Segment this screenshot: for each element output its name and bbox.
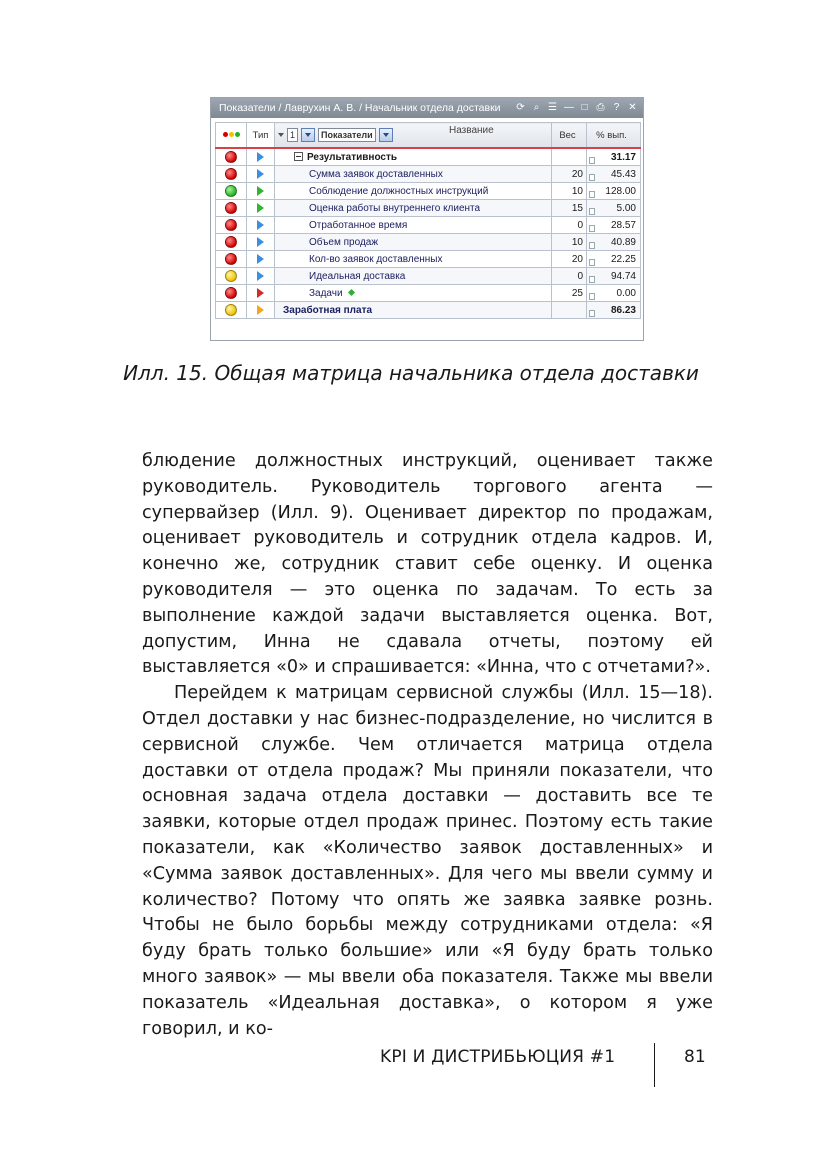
- indicator-percent: 40.89: [610, 236, 636, 248]
- type-flag-icon: [257, 288, 264, 298]
- window-title: Показатели / Лаврухин А. В. / Начальник отдела доставки: [219, 102, 501, 114]
- indicator-weight: 20: [552, 166, 587, 183]
- page-number: 81: [684, 1047, 706, 1067]
- table-row[interactable]: [216, 302, 641, 319]
- document-icon[interactable]: [589, 259, 595, 266]
- close-icon[interactable]: ✕: [628, 102, 637, 113]
- indicator-name: Отработанное время: [275, 217, 552, 234]
- maximize-icon[interactable]: □: [581, 102, 588, 113]
- table-row[interactable]: [216, 183, 641, 200]
- table-row[interactable]: [216, 217, 641, 234]
- name-column-header: [275, 123, 552, 149]
- sort-dropdown-icon[interactable]: [278, 133, 284, 137]
- indicator-name: Оценка работы внутреннего клиента: [275, 200, 552, 217]
- figure-caption: Илл. 15. Общая матрица начальника отдела доставки: [123, 361, 699, 385]
- document-icon[interactable]: [589, 174, 595, 181]
- indicator-name: Сумма заявок доставленных: [275, 166, 552, 183]
- indicator-percent: 22.25: [610, 253, 636, 265]
- status-column-header[interactable]: [216, 123, 247, 149]
- indicator-weight: [552, 302, 587, 319]
- type-flag-icon: [257, 237, 264, 247]
- type-flag-icon: [257, 271, 264, 281]
- table-row[interactable]: [216, 200, 641, 217]
- kpi-matrix-window: [210, 97, 644, 341]
- status-red-icon: [225, 151, 237, 163]
- document-icon[interactable]: [589, 276, 595, 283]
- status-yellow-icon: [225, 304, 237, 316]
- status-red-icon: [225, 236, 237, 248]
- status-red-icon: [225, 287, 237, 299]
- paragraph: блюдение должностных инструкций, оценивает также руководитель. Руководитель торгового агента — супервайзер (Илл. 9). Оценивает директор по продажам, оценивает руководитель и сотрудник отдела кадров. И, конечно же, сотрудник ставит себе оценку. И оценка руководителя — это оценка по задачам. То есть за выполнение каждой задачи выставляется оценка. Вот, допустим, Инна не сдавала отчеты, поэтому ей выставляется «0» и спрашивается: «Инна, что с отчетами?».: [142, 451, 713, 678]
- help-icon[interactable]: ?: [613, 102, 620, 113]
- type-flag-icon: [257, 254, 264, 264]
- status-green-icon: [225, 185, 237, 197]
- table-row[interactable]: [216, 251, 641, 268]
- type-flag-icon: [257, 305, 264, 315]
- document-icon[interactable]: [589, 242, 595, 249]
- indicator-percent: 5.00: [616, 202, 636, 214]
- document-icon[interactable]: [589, 293, 595, 300]
- indicator-weight: 10: [552, 183, 587, 200]
- status-red-icon: [225, 253, 237, 265]
- filter-dropdown-button[interactable]: [379, 128, 393, 142]
- indicator-name: Задачи: [309, 287, 343, 299]
- table-row[interactable]: [216, 285, 641, 302]
- search-icon[interactable]: ⌕: [533, 102, 540, 113]
- indicator-percent: 86.23: [610, 304, 636, 316]
- indicator-weight: 15: [552, 200, 587, 217]
- status-yellow-icon: [225, 270, 237, 282]
- indicator-percent: 31.17: [610, 151, 636, 163]
- status-red-icon: [225, 168, 237, 180]
- body-text: [142, 449, 713, 1042]
- document-icon[interactable]: [589, 157, 595, 164]
- percent-column-header[interactable]: % вып.: [587, 123, 641, 149]
- table-row[interactable]: [216, 268, 641, 285]
- indicator-name: Кол-во заявок доставленных: [275, 251, 552, 268]
- table-row[interactable]: [216, 234, 641, 251]
- indicator-name: Результативность: [307, 151, 398, 163]
- list-icon[interactable]: ☰: [548, 102, 557, 113]
- indicator-percent: 28.57: [610, 219, 636, 231]
- table-row[interactable]: [216, 148, 641, 166]
- traffic-light-icon: [223, 132, 240, 137]
- indicator-weight: 25: [552, 285, 587, 302]
- type-flag-icon: [257, 203, 264, 213]
- type-flag-icon: [257, 186, 264, 196]
- name-header-label: Название: [449, 125, 494, 136]
- indicator-percent: 45.43: [610, 168, 636, 180]
- collapse-icon[interactable]: [294, 152, 303, 161]
- type-flag-icon: [257, 220, 264, 230]
- indicator-name: Идеальная доставка: [275, 268, 552, 285]
- table-header-row: [216, 123, 641, 149]
- minimize-icon[interactable]: —: [564, 102, 574, 113]
- print-icon[interactable]: ⎙: [596, 102, 605, 113]
- document-icon[interactable]: [589, 208, 595, 215]
- type-flag-icon: [257, 152, 264, 162]
- indicator-weight: [552, 148, 587, 166]
- window-toolbar: [516, 98, 637, 118]
- status-red-icon: [225, 202, 237, 214]
- type-flag-icon: [257, 169, 264, 179]
- running-footer-title: KPI И ДИСТРИБЬЮЦИЯ #1: [380, 1047, 616, 1067]
- indicator-name: Соблюдение должностных инструкций: [275, 183, 552, 200]
- indicator-percent: 128.00: [605, 185, 636, 197]
- level-select[interactable]: 1: [287, 128, 298, 142]
- level-dropdown-button[interactable]: [301, 128, 315, 142]
- filter-select[interactable]: Показатели: [318, 128, 376, 142]
- status-red-icon: [225, 219, 237, 231]
- type-column-header[interactable]: Тип: [247, 123, 275, 149]
- refresh-icon[interactable]: ⟳: [516, 102, 525, 113]
- document-icon[interactable]: [589, 191, 595, 198]
- indicator-weight: 0: [552, 217, 587, 234]
- kpi-table: [215, 122, 641, 319]
- weight-column-header[interactable]: Вес: [552, 123, 587, 149]
- indicator-weight: 20: [552, 251, 587, 268]
- footer-divider: [654, 1043, 655, 1087]
- indicator-weight: 10: [552, 234, 587, 251]
- paragraph: Перейдем к матрицам сервисной службы (Илл. 15—18). Отдел доставки у нас бизнес-подразделение, но числится в сервисной службе. Чем отличается матрица отдела доставки от отдела продаж? Мы приняли показатели, что основная задача отдела доставки — доставить все те заявки, которые отдел продаж принес. Поэтому есть такие показатели, как «Количество заявок доставленных» и «Сумма заявок доставленных». Для чего мы ввели сумму и количество? Потому что опять же заявка заявке рознь. Чтобы не было борьбы между сотрудниками отдела: «Я буду брать только большие» или «Я буду брать только много заявок» — мы ввели оба показателя. Также мы ввели показатель «Идеальная доставка», о котором я уже говорил, и ко-: [142, 683, 713, 1039]
- indicator-weight: 0: [552, 268, 587, 285]
- table-row[interactable]: [216, 166, 641, 183]
- add-task-icon[interactable]: [348, 289, 355, 296]
- document-icon[interactable]: [589, 310, 595, 317]
- indicator-name: Заработная плата: [275, 302, 552, 319]
- indicator-name: Объем продаж: [275, 234, 552, 251]
- indicator-percent: 0.00: [616, 287, 636, 299]
- window-titlebar: [211, 98, 643, 118]
- document-icon[interactable]: [589, 225, 595, 232]
- indicator-percent: 94.74: [610, 270, 636, 282]
